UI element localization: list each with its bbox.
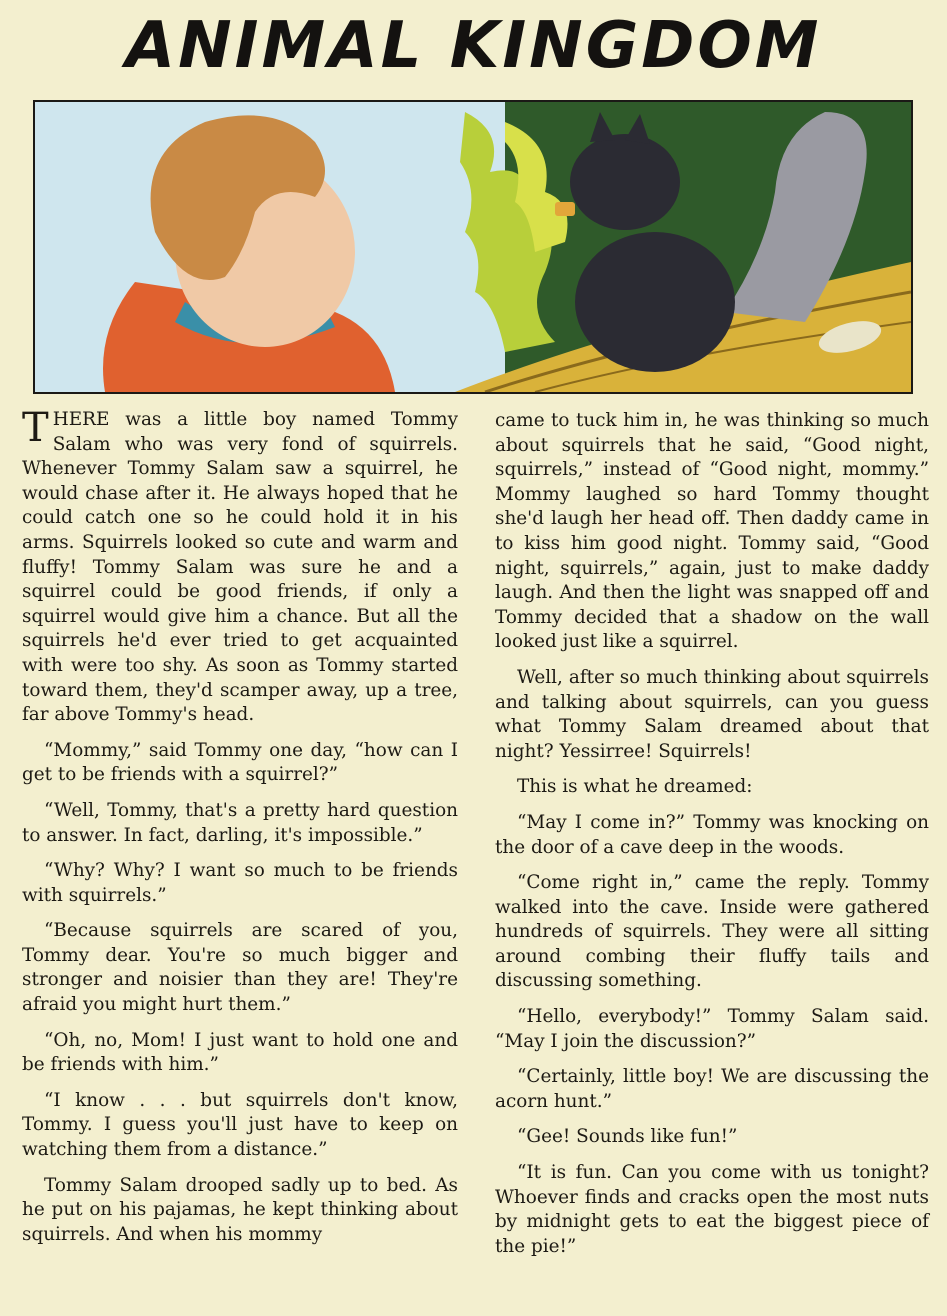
- story-paragraph: “Gee! Sounds like fun!”: [517, 1126, 738, 1148]
- drop-cap: T: [22, 405, 49, 451]
- story-paragraph: Tommy Salam drooped sadly up to bed. As he put on his pajamas, he kept thinking about squirrels. And when his mommy: [22, 1174, 458, 1245]
- story-paragraph: “Certainly, little boy! We are discussing the acorn hunt.”: [495, 1066, 929, 1112]
- story-paragraph: “I know . . . but squirrels don't know, Tommy. I guess you'll just have to keep on watching them from a distance.”: [22, 1089, 458, 1161]
- story-illustration: [33, 100, 913, 394]
- story-paragraph: “Because squirrels are scared of you, Tommy dear. You're so much bigger and stronger and noisier than they are! They're afraid you might hurt them.”: [22, 920, 458, 1016]
- story-paragraph: “May I come in?” Tommy was knocking on the door of a cave deep in the woods.: [495, 811, 929, 858]
- story-paragraph: came to tuck him in, he was thinking so much about squirrels that he said, “Good night, squirrels,” instead of “Good night, mommy.” Mommy laughed so hard Tommy thought she'd laugh her head off. Then daddy came in to kiss him good night. Tommy said, “Good night, squirrels,” again, just to make daddy laugh. And then the light was snapped off and Tommy decided that a shadow on the wall looked just like a squirrel.: [495, 410, 929, 653]
- story-paragraph: Well, after so much thinking about squirrels and talking about squirrels, can you guess what Tommy Salam dreamed about that night? Yessirree! Squirrels!: [495, 666, 929, 762]
- page-title: ANIMAL KINGDOM: [125, 9, 822, 83]
- story-paragraph: This is what he dreamed:: [517, 776, 753, 798]
- story-paragraph: “Come right in,” came the reply. Tommy walked into the cave. Inside were gathered hundreds of squirrels. They were all sitting around combing their fluffy tails and discussing something.: [495, 872, 929, 992]
- story-column-right: [495, 409, 929, 1270]
- story-paragraph: “It is fun. Can you come with us tonight? Whoever finds and cracks open the most nuts by midnight gets to eat the biggest piece of the pie!”: [495, 1162, 929, 1257]
- boy-and-squirrel-illustration: [35, 102, 911, 392]
- story-paragraph: “Hello, everybody!” Tommy Salam said. “May I join the discussion?”: [495, 1006, 929, 1052]
- story-column-left: [22, 405, 458, 1258]
- story-paragraph: “Oh, no, Mom! I just want to hold one and be friends with him.”: [22, 1029, 458, 1076]
- story-paragraph: “Why? Why? I want so much to be friends with squirrels.”: [22, 860, 458, 906]
- story-paragraph: THERE was a little boy named Tommy Salam who was very fond of squirrels. Whenever Tommy Salam saw a squirrel, he would chase after it. He always hoped that he could catch one so he could hold it in his arms. Squirrels looked so cute and warm and fluffy! Tommy Salam was sure he and a squirrel could be good friends, if only a squirrel would give him a chance. But all the squirrels he'd ever tried to get acquainted with were too shy. As soon as Tommy started toward them, they'd scamper away, up a tree, far above Tommy's head.: [22, 405, 458, 726]
- story-paragraph: “Mommy,” said Tommy one day, “how can I get to be friends with a squirrel?”: [22, 739, 458, 786]
- story-paragraph: “Well, Tommy, that's a pretty hard question to answer. In fact, darling, it's impossible.”: [22, 799, 458, 846]
